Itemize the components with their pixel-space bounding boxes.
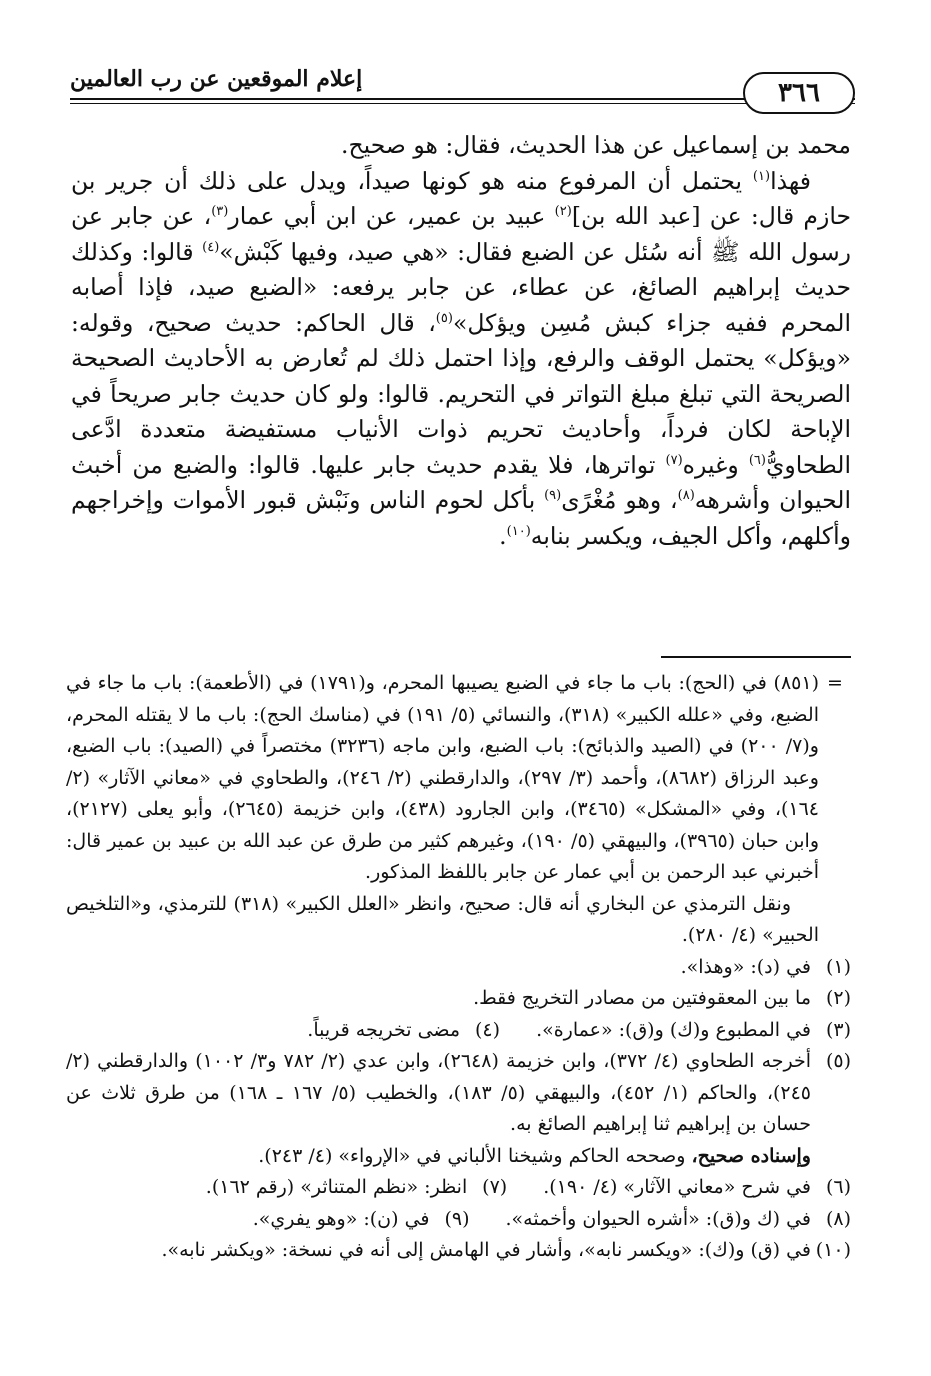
footnote-text: في (ن): «وهو يفري». bbox=[252, 1207, 430, 1230]
text-run: تواترها، فلا يقدم حديث جابر عليها. قالوا: والضبع من أخبث الحيوان وأشرهه bbox=[71, 450, 851, 514]
footnote-number: (٥) bbox=[825, 1050, 851, 1072]
footnote-item bbox=[66, 1141, 851, 1173]
footnote-ref-10[interactable]: (١٠) bbox=[506, 523, 531, 539]
footnote-text: مضى تخريجه قريباً. bbox=[307, 1018, 461, 1041]
footnote-continuation-text-2: ونقل الترمذي عن البخاري أنه قال: صحيح، وانظر «العلل الكبير» (٣١٨) للترمذي، و«التلخيص الحبير» (٤/ ٢٨٠). bbox=[66, 892, 819, 946]
text-run: قالوا: وكذلك حديث إبراهيم الصائغ، عن عطاء، عن جابر يرفعه: «الضبع صيد، فإذا أصابه المحرم ففيه جزاء كبش مُسِن ويؤكل» bbox=[71, 237, 851, 337]
footnote-text: ما بين المعقوفتين من مصادر التخريج فقط. bbox=[473, 987, 811, 1009]
footnote-text: في (د): «وهذا». bbox=[680, 955, 811, 978]
header-rule-thin bbox=[70, 103, 855, 104]
footnote-ref-9[interactable]: (٩) bbox=[544, 488, 562, 504]
footnote-text: وصححه الحاكم وشيخنا الألباني في «الإرواء» (٤/ ٢٤٣). bbox=[258, 1144, 692, 1167]
footnote-continuation bbox=[66, 668, 851, 952]
paragraph-2 bbox=[71, 164, 851, 555]
text-run: ، وهو مُغْرًى bbox=[561, 486, 678, 514]
footnote-item bbox=[66, 983, 851, 1015]
footnote-bold-lead: وإسناده صحيح، bbox=[691, 1144, 811, 1167]
text-run: ، عن جابر عن رسول الله ﷺ أنه سُئل عن الضبع فقال: «هي صيد، وفيها كَبْش» bbox=[71, 202, 851, 266]
footnote-number: (١٠) bbox=[815, 1239, 851, 1261]
footnote-number: (٣) bbox=[825, 1018, 851, 1041]
footnote-ref-7[interactable]: (٧) bbox=[665, 452, 683, 468]
header-rule bbox=[70, 98, 855, 100]
page-header bbox=[70, 58, 855, 108]
footnote-ref-6[interactable]: (٦) bbox=[748, 452, 766, 468]
footnote-number: (٦) bbox=[825, 1176, 851, 1198]
footnote-ref-2[interactable]: (٢) bbox=[554, 204, 572, 220]
text-run: يحتمل أن المرفوع منه هو كونها صيداً، ويدل على ذلك أن جرير بن حازم قال: عن [عبد الله بن] bbox=[71, 166, 852, 230]
footnote-ref-8[interactable]: (٨) bbox=[677, 488, 695, 504]
text-run: بأكل لحوم الناس ونَبْش قبور الأموات وإخراجهم وأكلهم، وأكل الجيف، ويكسر بنابه bbox=[71, 486, 851, 550]
footnote-item bbox=[66, 1204, 851, 1236]
footnote-text: في (ك و(ق): «أشره الحيوان وأخمثه». bbox=[505, 1207, 811, 1230]
text-run: ، قال الحاكم: حديث صحيح، وقوله: «ويؤكل» يحتمل الوقف والرفع، وإذا احتمل ذلك لم تُعارض به الأحاديث الصحيحة الصريحة التي تبلغ مبلغ التواتر في التحريم. قالوا: ولو كان حديث جابر صريحاً في الإباحة لكان فرداً، وأحاديث تحريم ذوات الأنياب مستفيضة متعددة ادَّعى الطحاويُّ bbox=[71, 308, 851, 479]
footnote-item bbox=[66, 1015, 851, 1047]
text-run: . bbox=[499, 521, 507, 550]
footnote-number: (٨) bbox=[825, 1207, 851, 1230]
footnote-ref-5[interactable]: (٥) bbox=[435, 310, 453, 326]
text-run: عبيد بن عمير، عن ابن أبي عمار bbox=[228, 202, 555, 230]
footnote-divider bbox=[661, 656, 851, 658]
paragraph-1: محمد بن إسماعيل عن هذا الحديث، فقال: هو صحيح. bbox=[341, 131, 851, 159]
footnote-continuation-text: (٨٥١) في (الحج): باب ما جاء في الضبع يصيبها المحرم، و(١٧٩١) في (الأطعمة): باب ما جاء في الضبع، وفي «علله الكبير» (٣١٨)، والنسائي (٥/ ١٩١) في (مناسك الحج): باب ما لا يقتله المحرم، و(٧/ ٢٠٠) في (الصيد والذبائح): باب الضبع، وابن ماجه (٣٢٣٦) مختصراً في (الصيد): باب الضبع، وعبد الرزاق (٨٦٨٢)، وأحمد (٣/ ٢٩٧)، والدارقطني (٢/ ٢٤٦)، والطحاوي في «معاني الآثار» (٢/ ١٦٤)، وفي «المشكل» (٣٤٦٥)، وابن الجارود (٤٣٨)، وابن خزيمة (٢٦٤٥)، وأبو يعلى (٢١٢٧)، وابن حبان (٣٩٦٥)، والبيهقي (٥/ ١٩٠)، وغيرهم كثير من طرق عن عبد الله بن عبيد بن عمير قال: أخبرني عبد الرحمن بن أبي عمار عن جابر باللفظ المذكور. bbox=[66, 672, 820, 883]
footnote-item bbox=[66, 1235, 851, 1267]
footnote-ref-1[interactable]: (١) bbox=[752, 168, 771, 184]
footnotes bbox=[66, 668, 851, 1267]
footnote-number: (٩) bbox=[444, 1207, 470, 1230]
footnote-number: (١) bbox=[825, 955, 851, 978]
footnote-number: (٤) bbox=[475, 1018, 501, 1041]
running-title: إعلام الموقعين عن رب العالمين bbox=[70, 66, 363, 92]
continuation-marker: = bbox=[827, 672, 843, 694]
footnote-item bbox=[66, 1046, 851, 1141]
page-number: ٣٦٦ bbox=[743, 72, 855, 114]
footnote-item bbox=[66, 1172, 851, 1204]
footnote-number: (٢) bbox=[825, 987, 851, 1009]
footnote-ref-4[interactable]: (٤) bbox=[202, 239, 220, 255]
footnote-item bbox=[66, 952, 851, 984]
footnote-number: (٧) bbox=[482, 1176, 508, 1198]
footnote-text: في (ق) و(ك): «ويكسر نابه»، وأشار في الهامش إلى أنه في نسخة: «ويكشر نابه». bbox=[161, 1239, 811, 1261]
text-run: وغيره bbox=[682, 450, 749, 479]
footnote-text: انظر: «نظم المتناثر» (رقم ١٦٢). bbox=[205, 1176, 468, 1198]
text-run: فهذا bbox=[770, 166, 811, 195]
footnote-ref-3[interactable]: (٣) bbox=[211, 204, 229, 220]
footnote-text: في شرح «معاني الآثار» (٤/ ١٩٠). bbox=[543, 1176, 811, 1198]
footnote-text: أخرجه الطحاوي (٤/ ٣٧٢)، وابن خزيمة (٢٦٤٨)، وابن عدي (٢/ ٧٨٢ و٣/ ١٠٠٢) والدارقطني (٢/ ٢٤٥)، والحاكم (١/ ٤٥٢)، والبيهقي (٥/ ١٨٣)، والخطيب (٥/ ١٦٧ ـ ١٦٨) من طرق ثلاث عن حسان بن إبراهيم ثنا إبراهيم الصائغ به. bbox=[66, 1050, 812, 1135]
main-text bbox=[71, 128, 851, 554]
footnote-text: في المطبوع و(ك) و(ق): «عمارة». bbox=[536, 1018, 811, 1041]
